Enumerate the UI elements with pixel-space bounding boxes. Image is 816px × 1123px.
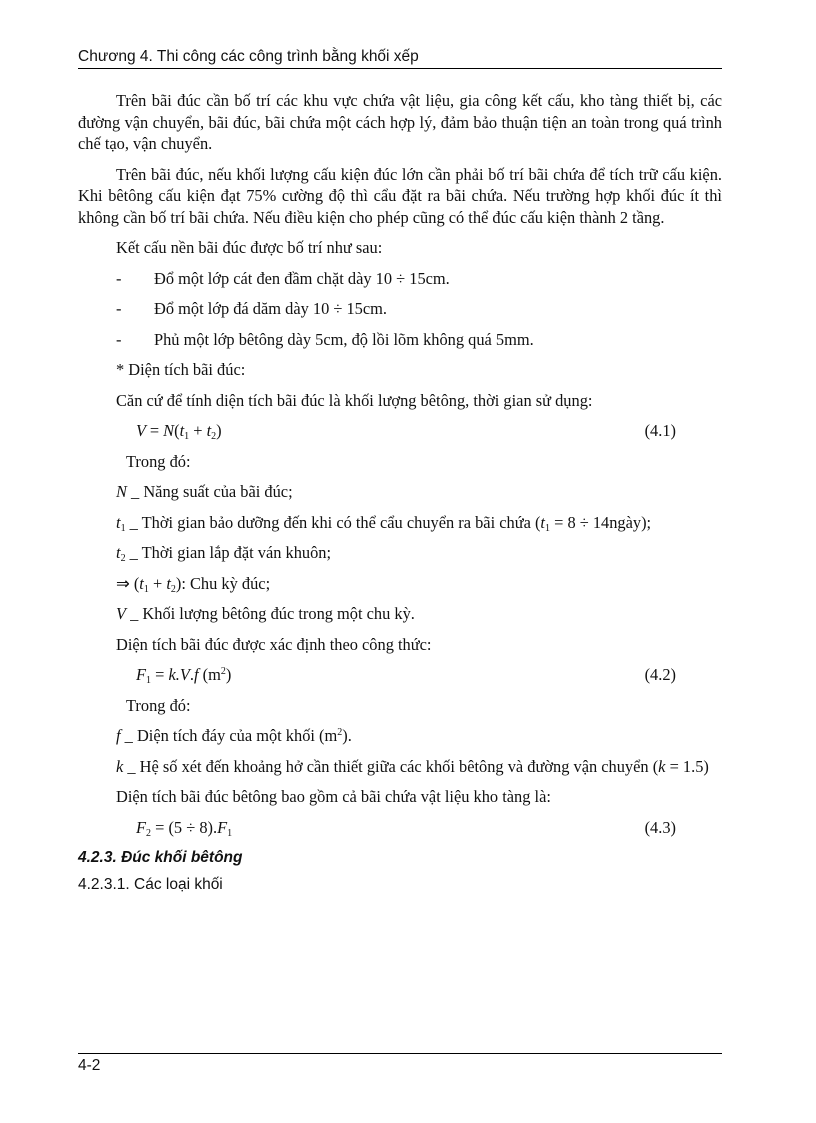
- list-item: - Đổ một lớp đá dăm dày 10 ÷ 15cm.: [116, 299, 387, 318]
- list-item: - Phủ một lớp bêtông dày 5cm, độ lồi lõm không quá 5mm.: [116, 329, 534, 349]
- section-heading: 4.2.3. Đúc khối bêtông: [78, 849, 243, 866]
- equation-label: (4.2): [644, 665, 676, 684]
- definition-t1: $t_1$ _ Thời gian bảo dưỡng đến khi có thể cẩu chuyển ra bãi chứa ($t_1 = 8$ ÷ 14ngày);: [116, 512, 652, 534]
- equation-body: $V = N(t_1 + t_2)$: [136, 421, 222, 442]
- definition-V: V _ Khối lượng bêtông đúc trong một chu kỳ.: [116, 604, 415, 623]
- chapter-header: Chương 4. Thi công các công trình bằng khối xếp: [78, 48, 419, 65]
- paragraph-formula-intro: Diện tích bãi đúc được xác định theo công thức:: [116, 634, 432, 654]
- list-marker: -: [116, 268, 122, 288]
- where-label: Trong đó:: [126, 451, 191, 471]
- list-marker: -: [116, 329, 122, 349]
- equation-label: (4.1): [644, 421, 676, 440]
- subsection-heading: 4.2.3.1. Các loại khối: [78, 875, 223, 893]
- equation-4-3: [78, 817, 722, 839]
- paragraph-layout: Trên bãi đúc cần bố trí các khu vực chứa vật liệu, gia công kết cấu, kho tàng thiết bị, các đường vận chuyển, bãi đúc, bãi chứa một cách hợp lý, đảm bảo thuận tiện an toàn trong quá trình chế tạo, vận chuyển.: [78, 91, 722, 153]
- equation-label: (4.3): [644, 817, 676, 837]
- definition-t2: $t_2$ _ Thời gian lắp đặt ván khuôn;: [116, 543, 332, 564]
- paragraph-foundation: Kết cấu nền bãi đúc được bố trí như sau:: [116, 238, 383, 257]
- page-body: [78, 88, 722, 895]
- list-marker: -: [116, 299, 122, 318]
- equation-body: $F_2 = (5 \div 8).F_1$: [136, 817, 233, 839]
- definition-N: N _ Năng suất của bãi đúc;: [116, 482, 293, 501]
- equation-4-1: [78, 420, 722, 442]
- where-label: Trong đó:: [126, 695, 191, 715]
- paragraph-total-intro: Diện tích bãi đúc bêtông bao gồm cả bãi chứa vật liệu kho tàng là:: [116, 787, 551, 806]
- page-number: 4-2: [78, 1057, 101, 1074]
- header-rule: [78, 68, 722, 69]
- paragraph-basis: Căn cứ để tính diện tích bãi đúc là khối lượng bêtông, thời gian sử dụng:: [116, 390, 593, 410]
- equation-body: $F_1 = k.V.f$ $(m^2)$: [136, 665, 232, 686]
- footer-rule: [78, 1053, 722, 1054]
- definition-f: f _ Diện tích đáy của một khối $(m^2)$.: [116, 726, 352, 745]
- list-item: - Đổ một lớp cát đen đầm chặt dày 10 ÷ 15cm.: [116, 268, 450, 288]
- area-heading: * Diện tích bãi đúc:: [116, 360, 246, 379]
- definition-k: k _ Hệ số xét đến khoảng hở cần thiết giữa các khối bêtông và đường vận chuyển (k = 1.5): [116, 756, 709, 776]
- equation-4-2: [78, 664, 722, 686]
- definition-cycle: ⇒ $(t_1 + t_2)$: Chu kỳ đúc;: [116, 573, 271, 595]
- paragraph-storage: Trên bãi đúc, nếu khối lượng cấu kiện đúc lớn cần phải bố trí bãi chứa để tích trữ cấu kiện. Khi bêtông cấu kiện đạt 75% cường độ thì cẩu đặt ra bãi chứa. Nếu trường hợp khối đúc ít thì không cần bố trí bãi chứa. Nếu điều kiện cho phép cũng có thể đúc cấu kiện thành 2 tầng.: [78, 164, 722, 227]
